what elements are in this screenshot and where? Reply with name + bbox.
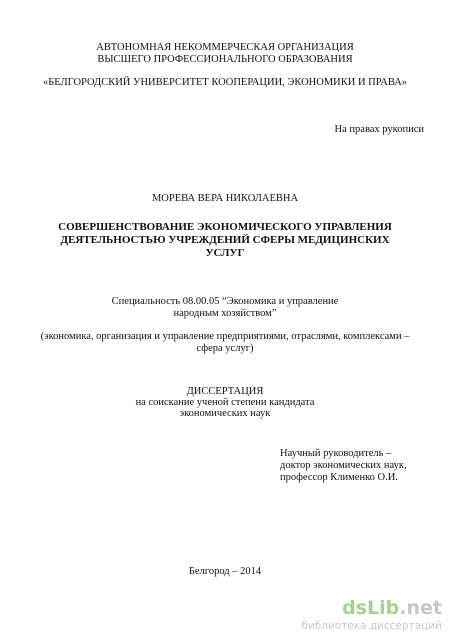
fields-line-1: (экономика, организация и управление предприятиями, отраслями, комплексами – (40, 331, 410, 342)
watermark-tagline: библиотека диссертаций (301, 620, 442, 632)
watermark-logo (342, 598, 442, 618)
specialty-line-2: народным хозяйством” (173, 308, 277, 319)
specialty-line-1: Специальность 08.00.05 “Экономика и управление (111, 296, 339, 307)
title-line-3: УСЛУГ (205, 247, 245, 259)
dissertation-heading: ДИССЕРТАЦИЯ (186, 386, 264, 397)
supervisor-line-3: профессор Клименко О.И. (280, 472, 398, 483)
city-year: Белгород – 2014 (188, 566, 262, 577)
org-line-1: АВТОНОМНАЯ НЕКОММЕРЧЕСКАЯ ОРГАНИЗАЦИЯ (96, 42, 354, 53)
manuscript-note: На правах рукописи (334, 124, 424, 135)
degree-line-1: на соискание ученой степени кандидата (135, 397, 315, 408)
university-name: «БЕЛГОРОДСКИЙ УНИВЕРСИТЕТ КООПЕРАЦИИ, ЭКОНОМИКИ И ПРАВА» (42, 77, 408, 88)
title-line-2: ДЕЯТЕЛЬНОСТЬЮ УЧРЕЖДЕНИЙ СФЕРЫ МЕДИЦИНСКИХ (60, 234, 390, 246)
watermark-brand-part1: dsLib (342, 597, 400, 619)
supervisor-line-1: Научный руководитель – (280, 448, 392, 459)
supervisor-line-2: доктор экономических наук, (280, 460, 407, 471)
title-line-1: СОВЕРШЕНСТВОВАНИЕ ЭКОНОМИЧЕСКОГО УПРАВЛЕНИЯ (58, 221, 392, 233)
author-name: МОРЕВА ВЕРА НИКОЛАЕВНА (151, 193, 299, 204)
degree-line-2: экономических наук (179, 408, 271, 419)
fields-line-2: сфера услуг) (196, 343, 254, 354)
watermark-brand-part2: .net (399, 597, 442, 619)
org-line-2: ВЫСШЕГО ПРОФЕССИОНАЛЬНОГО ОБРАЗОВАНИЯ (97, 54, 353, 65)
